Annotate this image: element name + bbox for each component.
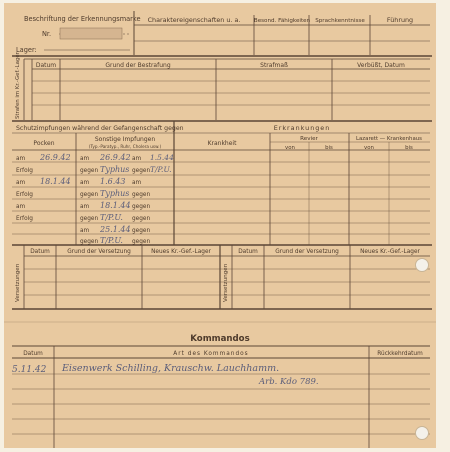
- imp-row-mid-value: T/P.U.: [100, 213, 123, 222]
- label-impfungen-heading: Schutzimpfungen während der Gefangenschaft gegen: [16, 125, 184, 132]
- label-strafen-grund: Grund der Bestrafung: [105, 62, 171, 69]
- label-lager: Lager:: [16, 46, 37, 54]
- imp-row-left-label: am: [16, 204, 26, 210]
- imp-row-right-label: gegen: [132, 239, 151, 245]
- label-revier-von: von: [285, 145, 295, 151]
- kommando-text-1: Eisenwerk Schilling, Krauschw. Lauchhamm.: [62, 363, 280, 374]
- label-sonstige-sub: (Typ.-Paratyp., Ruhr, Cholera usw.): [88, 144, 162, 149]
- imp-row-mid-label: am: [80, 228, 90, 234]
- imp-row-left-label: am: [16, 180, 26, 186]
- imp-row-right-label: gegen: [132, 192, 151, 198]
- label-erkennungsmarke: Beschriftung der Erkennungsmarke: [24, 15, 141, 23]
- form-grid: [4, 3, 436, 448]
- label-revier-bis: bis: [325, 145, 333, 151]
- imp-row-mid-label: am: [80, 180, 90, 186]
- label-komm-art: Art des Kommandos: [173, 351, 249, 357]
- punch-hole-upper: [415, 258, 429, 272]
- pow-record-card: [4, 3, 436, 448]
- imp-row-mid-label: gegen: [80, 239, 99, 245]
- imp-row-left-label: Erfolg: [16, 216, 33, 222]
- label-pocken: Pocken: [33, 140, 55, 147]
- imp-row-right-label: gegen: [132, 204, 151, 210]
- label-strafen-datum: Datum: [35, 62, 57, 69]
- imp-row-right-label: am: [132, 180, 142, 186]
- imp-row-right-label: gegen: [132, 168, 151, 174]
- label-erkrankungen: Erkrankungen: [273, 124, 331, 132]
- label-lazarett: Lazarett — Krankenhaus: [356, 136, 422, 142]
- imp-row-right-label: gegen: [132, 216, 151, 222]
- imp-row-mid-label: gegen: [80, 192, 99, 198]
- label-versetzungen-left: Versetzungen: [15, 263, 21, 302]
- imp-row-left-label: Erfolg: [16, 192, 33, 198]
- label-nr: Nr.: [42, 30, 52, 38]
- imp-row-mid-label: gegen: [80, 216, 99, 222]
- imp-row-left-label: Erfolg: [16, 168, 33, 174]
- imp-row-mid-value: Typhus: [100, 189, 130, 198]
- label-fuehrung: Führung: [386, 16, 414, 24]
- imp-row-mid-label: am: [80, 204, 90, 210]
- imp-row-mid-value: 18.1.44: [100, 201, 131, 210]
- imp-row-left-value: 18.1.44: [40, 177, 71, 186]
- imp-row-right-label: gegen: [132, 228, 151, 234]
- label-vers-neues-left: Neues Kr.-Gef.-Lager: [151, 249, 211, 255]
- label-vers-grund-right: Grund der Versetzung: [275, 249, 339, 255]
- imp-row-mid-label: am: [80, 156, 90, 162]
- label-komm-rueckkehr: Rückkehrdatum: [377, 351, 423, 357]
- label-komm-datum: Datum: [23, 351, 43, 357]
- label-charakter: Charaktereigenschaften u. a.: [147, 16, 241, 24]
- kommando-datum-1: 5.11.42: [12, 365, 47, 375]
- imp-row-mid-value: 1.6.43: [100, 177, 126, 186]
- label-vers-grund-left: Grund der Versetzung: [67, 249, 131, 255]
- punch-hole-lower: [415, 426, 429, 440]
- imp-row-mid-label: gegen: [80, 168, 99, 174]
- label-vers-datum-left: Datum: [30, 249, 50, 255]
- imp-row-mid-value: 25.1.44: [100, 225, 131, 234]
- kommandos-title: Kommandos: [190, 334, 250, 344]
- imp-row-right-label: am: [132, 156, 142, 162]
- imp-row-right-value: 1.5.44: [150, 153, 174, 162]
- label-versetzungen-right: Versetzungen: [223, 263, 229, 302]
- label-revier: Revier: [300, 136, 318, 142]
- kommando-text-1b: Arb. Kdo 789.: [259, 377, 319, 387]
- label-strafen-side: Strafen im Kr.-Gef.-Lager: [15, 52, 21, 119]
- label-lazarett-bis: bis: [405, 145, 413, 151]
- label-krankheit: Krankheit: [207, 140, 237, 147]
- label-sprachen: Sprachkenntnisse: [315, 18, 365, 24]
- imp-row-left-value: 26.9.42: [40, 153, 71, 162]
- label-vers-neues-right: Neues Kr.-Gef.-Lager: [360, 249, 420, 255]
- label-faehigkeiten: Besond. Fähigkeiten: [253, 18, 311, 24]
- imp-row-right-value: T/P.U.: [150, 165, 172, 174]
- imp-row-mid-value: T/P.U.: [100, 236, 123, 245]
- imp-row-left-label: am: [16, 156, 26, 162]
- label-strafen-verbuesst: Verbüßt, Datum: [357, 62, 405, 69]
- nr-box: [60, 28, 122, 39]
- imp-row-mid-value: 26.9.42: [100, 153, 131, 162]
- imp-row-mid-value: Typhus: [100, 165, 130, 174]
- label-strafen-strafmass: Strafmaß: [260, 62, 288, 69]
- label-lazarett-von: von: [364, 145, 374, 151]
- label-sonstige: Sonstige Impfungen: [94, 136, 156, 143]
- label-vers-datum-right: Datum: [238, 249, 258, 255]
